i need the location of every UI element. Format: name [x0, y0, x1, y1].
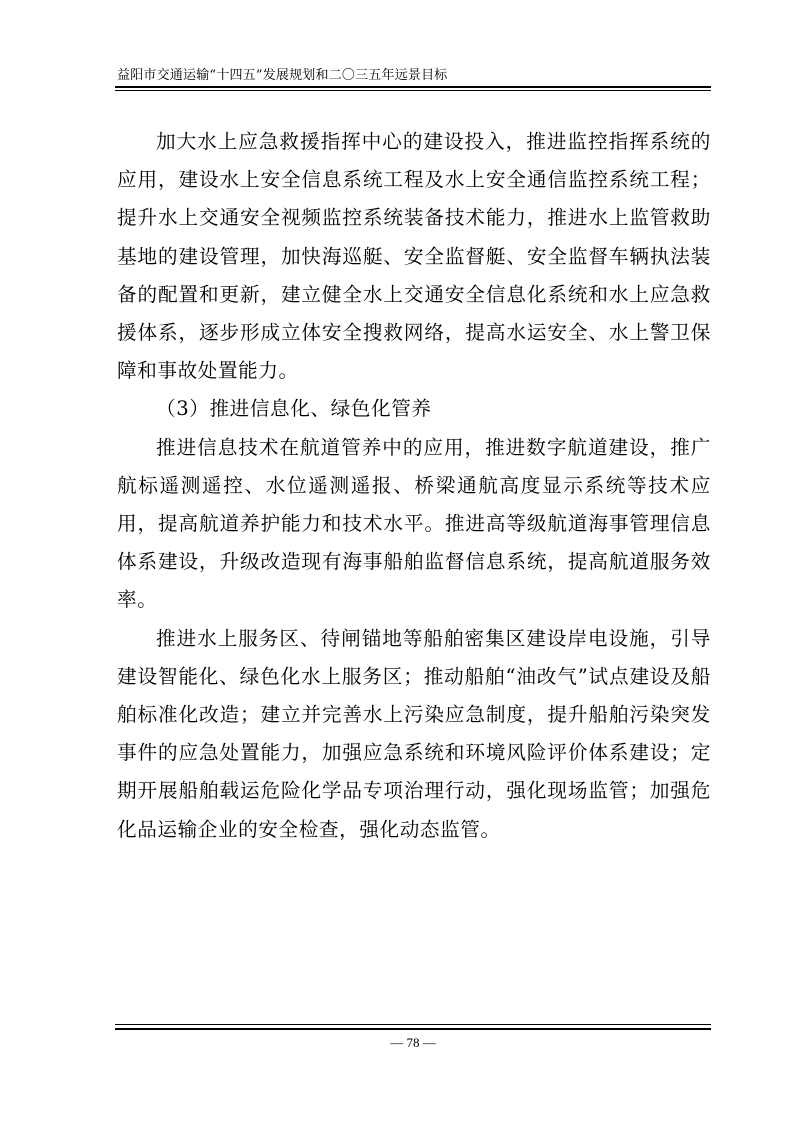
paragraph-water-emergency: 加大水上应急救援指挥中心的建设投入，推进监控指挥系统的应用，建设水上安全信息系统工程及水上安全通信监控系统工程；提升水上交通安全视频监控系统装备技术能力，推进水上监管救助基地的建设管理，加快海巡艇、安全监督艇、安全监督车辆执法装备的配置和更新，建立健全水上交通安全信息化系统和水上应急救援体系，逐步形成立体安全搜救网络，提高水运安全、水上警卫保障和事故处置能力。 [117, 130, 711, 383]
header-rule-thin [115, 90, 711, 91]
page-number: — 78 — [390, 1035, 436, 1050]
footer-rule-thin [115, 1024, 711, 1025]
header-rule-thick [115, 86, 711, 88]
footer-rule-thick [115, 1028, 711, 1030]
body-text [117, 123, 711, 849]
section-heading-informatization: （3）推进信息化、绿色化管养 [156, 397, 432, 421]
paragraph-waterway-informatization: 推进信息技术在航道管养中的应用，推进数字航道建设，推广航标遥测遥控、水位遥测遥报、桥梁通航高度显示系统等技术应用，提高航道养护能力和技术水平。推进高等级航道海事管理信息体系建设，升级改造现有海事船舶监督信息系统，提高航道服务效率。 [117, 435, 711, 612]
running-header: 益阳市交通运输“十四五”发展规划和二〇三五年远景目标 [117, 68, 448, 83]
paragraph-green-service-areas: 推进水上服务区、待闸锚地等船舶密集区建设岸电设施，引导建设智能化、绿色化水上服务区；推动船舶“油改气”试点建设及船舶标准化改造；建立并完善水上污染应急制度，提升船舶污染突发事件的应急处置能力，加强应急系统和环境风险评价体系建设；定期开展船舶载运危险化学品专项治理行动，强化现场监管；加强危化品运输企业的安全检查，强化动态监管。 [117, 626, 711, 841]
